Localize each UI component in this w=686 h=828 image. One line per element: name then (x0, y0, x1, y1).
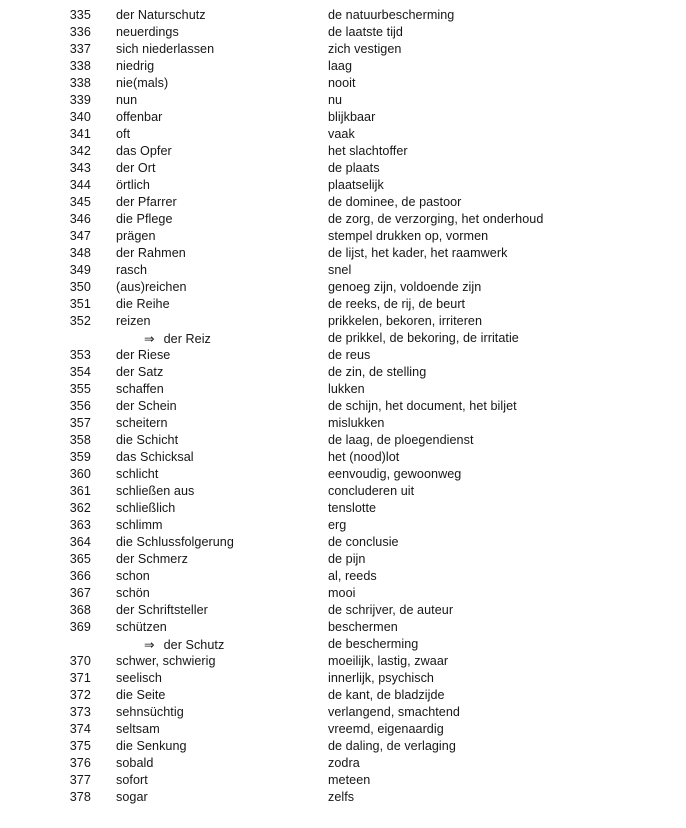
entry-number: 347 (69, 229, 91, 243)
german-term: neuerdings (116, 25, 179, 39)
vocabulary-row (0, 602, 686, 619)
vocabulary-row (0, 619, 686, 636)
german-term: nun (116, 93, 138, 107)
german-term: die Senkung (116, 739, 187, 753)
vocabulary-row (0, 585, 686, 602)
dutch-translation: nu (328, 93, 343, 107)
entry-number: 340 (69, 110, 91, 124)
entry-number: 353 (69, 348, 91, 362)
dutch-translation: mooi (328, 586, 356, 600)
dutch-translation: de natuurbescherming (328, 8, 455, 22)
entry-number: 371 (69, 671, 91, 685)
entry-number: 366 (69, 569, 91, 583)
dutch-translation: de bescherming (328, 637, 419, 651)
entry-number: 369 (69, 620, 91, 634)
dutch-translation: de conclusie (328, 535, 399, 549)
german-term: schlimm (116, 518, 163, 532)
dutch-translation: de laag, de ploegendienst (328, 433, 474, 447)
vocabulary-row (0, 755, 686, 772)
dutch-translation: vaak (328, 127, 355, 141)
entry-number: 361 (69, 484, 91, 498)
dutch-translation: lukken (328, 382, 365, 396)
dutch-translation: nooit (328, 76, 356, 90)
double-arrow-icon: ⇒ (144, 637, 155, 652)
german-term (144, 636, 224, 654)
german-term: schlicht (116, 467, 159, 481)
vocabulary-subrow (0, 330, 686, 347)
entry-number: 350 (69, 280, 91, 294)
entry-number: 336 (69, 25, 91, 39)
german-term: schützen (116, 620, 167, 634)
vocabulary-subrow (0, 636, 686, 653)
vocabulary-row (0, 194, 686, 211)
dutch-translation: erg (328, 518, 347, 532)
vocabulary-row (0, 653, 686, 670)
dutch-translation: zich vestigen (328, 42, 402, 56)
vocabulary-row (0, 398, 686, 415)
vocabulary-row (0, 500, 686, 517)
german-term: der Rahmen (116, 246, 186, 260)
entry-number: 356 (69, 399, 91, 413)
dutch-translation: eenvoudig, gewoonweg (328, 467, 462, 481)
dutch-translation: de schrijver, de auteur (328, 603, 454, 617)
german-term: der Schmerz (116, 552, 188, 566)
german-term: schwer, schwierig (116, 654, 216, 668)
dutch-translation: zelfs (328, 790, 355, 804)
entry-number: 342 (69, 144, 91, 158)
dutch-translation: de reeks, de rij, de beurt (328, 297, 466, 311)
german-term: seltsam (116, 722, 160, 736)
german-term: der Schein (116, 399, 177, 413)
entry-number: 348 (69, 246, 91, 260)
dutch-translation: verlangend, smachtend (328, 705, 460, 719)
entry-number: 339 (69, 93, 91, 107)
entry-number: 374 (69, 722, 91, 736)
dutch-translation: snel (328, 263, 352, 277)
entry-number: 363 (69, 518, 91, 532)
german-term (144, 330, 211, 348)
entry-number: 376 (69, 756, 91, 770)
german-term: offenbar (116, 110, 163, 124)
dutch-translation: mislukken (328, 416, 385, 430)
german-term: sich niederlassen (116, 42, 215, 56)
german-term: der Schriftsteller (116, 603, 208, 617)
dutch-translation: de kant, de bladzijde (328, 688, 445, 702)
german-term-text: der Reiz (163, 332, 211, 346)
german-term: schön (116, 586, 150, 600)
vocabulary-row (0, 7, 686, 24)
german-term: (aus)reichen (116, 280, 187, 294)
dutch-translation: de prikkel, de bekoring, de irritatie (328, 331, 519, 345)
german-term: die Pflege (116, 212, 173, 226)
german-term: seelisch (116, 671, 162, 685)
german-term: die Schlussfolgerung (116, 535, 234, 549)
german-term: nie(mals) (116, 76, 169, 90)
german-term: schließen aus (116, 484, 195, 498)
german-term: sofort (116, 773, 148, 787)
german-term: schaffen (116, 382, 164, 396)
entry-number: 357 (69, 416, 91, 430)
vocabulary-row (0, 534, 686, 551)
dutch-translation: vreemd, eigenaardig (328, 722, 444, 736)
vocabulary-row (0, 449, 686, 466)
dutch-translation: concluderen uit (328, 484, 415, 498)
entry-number: 378 (69, 790, 91, 804)
dutch-translation: plaatselijk (328, 178, 384, 192)
vocabulary-row (0, 381, 686, 398)
entry-number: 364 (69, 535, 91, 549)
dutch-translation: de lijst, het kader, het raamwerk (328, 246, 508, 260)
dutch-translation: laag (328, 59, 353, 73)
dutch-translation: genoeg zijn, voldoende zijn (328, 280, 482, 294)
vocabulary-row (0, 670, 686, 687)
dutch-translation: blijkbaar (328, 110, 376, 124)
vocabulary-row (0, 58, 686, 75)
vocabulary-row (0, 483, 686, 500)
vocabulary-row (0, 347, 686, 364)
vocabulary-row (0, 41, 686, 58)
vocabulary-row (0, 721, 686, 738)
vocabulary-row (0, 126, 686, 143)
vocabulary-row (0, 245, 686, 262)
entry-number: 362 (69, 501, 91, 515)
vocabulary-row (0, 75, 686, 92)
entry-number: 372 (69, 688, 91, 702)
dutch-translation: al, reeds (328, 569, 377, 583)
double-arrow-icon: ⇒ (144, 331, 155, 346)
dutch-translation: meteen (328, 773, 371, 787)
entry-number: 370 (69, 654, 91, 668)
dutch-translation: de zorg, de verzorging, het onderhoud (328, 212, 544, 226)
german-term: reizen (116, 314, 151, 328)
german-term: sobald (116, 756, 154, 770)
german-term: sogar (116, 790, 148, 804)
german-term: oft (116, 127, 131, 141)
entry-number: 338 (69, 59, 91, 73)
german-term: schließlich (116, 501, 176, 515)
dutch-translation: de reus (328, 348, 371, 362)
dutch-translation: de dominee, de pastoor (328, 195, 462, 209)
dutch-translation: de plaats (328, 161, 380, 175)
vocabulary-row (0, 517, 686, 534)
vocabulary-row (0, 296, 686, 313)
dutch-translation: de schijn, het document, het biljet (328, 399, 517, 413)
vocabulary-row (0, 313, 686, 330)
vocabulary-row (0, 262, 686, 279)
vocabulary-row (0, 415, 686, 432)
german-term: rasch (116, 263, 148, 277)
entry-number: 346 (69, 212, 91, 226)
german-term: prägen (116, 229, 156, 243)
dutch-translation: de daling, de verlaging (328, 739, 456, 753)
german-term: der Pfarrer (116, 195, 177, 209)
entry-number: 337 (69, 42, 91, 56)
vocabulary-row (0, 466, 686, 483)
dutch-translation: stempel drukken op, vormen (328, 229, 489, 243)
entry-number: 341 (69, 127, 91, 141)
entry-number: 351 (69, 297, 91, 311)
vocabulary-row (0, 160, 686, 177)
german-term: örtlich (116, 178, 150, 192)
entry-number: 359 (69, 450, 91, 464)
vocabulary-row (0, 568, 686, 585)
german-term: scheitern (116, 416, 168, 430)
vocabulary-row (0, 92, 686, 109)
vocabulary-row (0, 789, 686, 806)
entry-number: 354 (69, 365, 91, 379)
german-term: niedrig (116, 59, 155, 73)
entry-number: 367 (69, 586, 91, 600)
entry-number: 335 (69, 8, 91, 22)
vocabulary-row (0, 24, 686, 41)
dutch-translation: innerlijk, psychisch (328, 671, 434, 685)
entry-number: 373 (69, 705, 91, 719)
german-term: das Opfer (116, 144, 172, 158)
dutch-translation: de zin, de stelling (328, 365, 427, 379)
vocabulary-row (0, 279, 686, 296)
german-term: der Satz (116, 365, 164, 379)
vocabulary-row (0, 432, 686, 449)
entry-number: 355 (69, 382, 91, 396)
german-term: schon (116, 569, 150, 583)
entry-number: 344 (69, 178, 91, 192)
entry-number: 365 (69, 552, 91, 566)
german-term: das Schicksal (116, 450, 194, 464)
dutch-translation: prikkelen, bekoren, irriteren (328, 314, 483, 328)
german-term: sehnsüchtig (116, 705, 184, 719)
dutch-translation: de laatste tijd (328, 25, 403, 39)
dutch-translation: het slachtoffer (328, 144, 408, 158)
vocabulary-row (0, 228, 686, 245)
dutch-translation: moeilijk, lastig, zwaar (328, 654, 449, 668)
entry-number: 349 (69, 263, 91, 277)
dutch-translation: de pijn (328, 552, 366, 566)
entry-number: 345 (69, 195, 91, 209)
entry-number: 358 (69, 433, 91, 447)
vocabulary-row (0, 738, 686, 755)
dutch-translation: beschermen (328, 620, 398, 634)
german-term-text: der Schutz (163, 638, 225, 652)
entry-number: 377 (69, 773, 91, 787)
vocabulary-row (0, 772, 686, 789)
german-term: die Reihe (116, 297, 170, 311)
vocabulary-row (0, 177, 686, 194)
entry-number: 338 (69, 76, 91, 90)
vocabulary-row (0, 687, 686, 704)
vocabulary-row (0, 551, 686, 568)
vocabulary-row (0, 704, 686, 721)
entry-number: 360 (69, 467, 91, 481)
entry-number: 368 (69, 603, 91, 617)
dutch-translation: het (nood)lot (328, 450, 400, 464)
vocabulary-row (0, 109, 686, 126)
german-term: der Riese (116, 348, 171, 362)
vocabulary-row (0, 364, 686, 381)
german-term: die Seite (116, 688, 166, 702)
german-term: der Ort (116, 161, 156, 175)
vocabulary-row (0, 211, 686, 228)
german-term: der Naturschutz (116, 8, 206, 22)
vocabulary-row (0, 143, 686, 160)
german-term: die Schicht (116, 433, 179, 447)
dutch-translation: tenslotte (328, 501, 377, 515)
entry-number: 375 (69, 739, 91, 753)
entry-number: 343 (69, 161, 91, 175)
dutch-translation: zodra (328, 756, 360, 770)
entry-number: 352 (69, 314, 91, 328)
